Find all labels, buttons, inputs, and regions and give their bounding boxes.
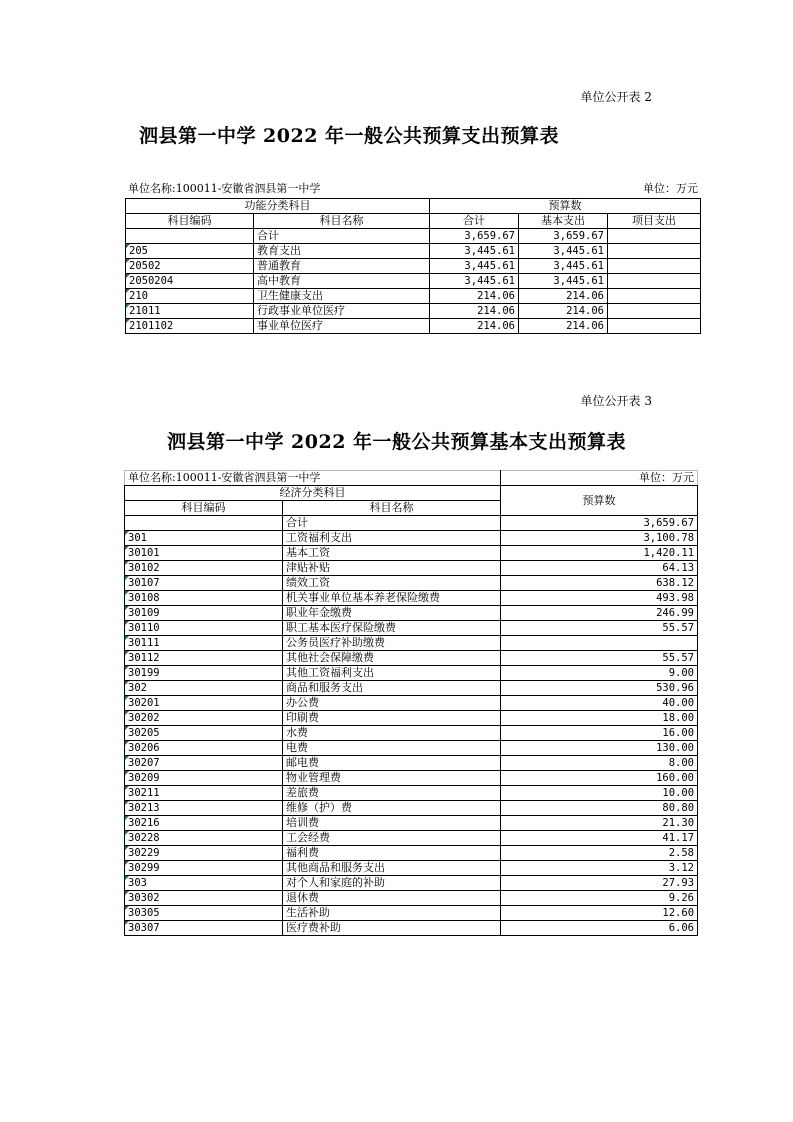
row-code: 30107: [125, 576, 283, 591]
row-name: 电费: [283, 741, 501, 756]
table2-col-code: 科目编码: [126, 214, 254, 229]
table2-col-basic: 基本支出: [519, 214, 608, 229]
row-code: 30229: [125, 846, 283, 861]
row-code: 30102: [125, 561, 283, 576]
row-name: 邮电费: [283, 756, 501, 771]
row-basic: 3,445.61: [519, 244, 608, 259]
table-row: [125, 696, 698, 711]
row-amount: 9.00: [501, 666, 698, 681]
row-code: 30110: [125, 621, 283, 636]
row-name: 高中教育: [254, 274, 430, 289]
table-row: [125, 711, 698, 726]
row-code: 30205: [125, 726, 283, 741]
table-row: [125, 861, 698, 876]
row-name: 教育支出: [254, 244, 430, 259]
row-amount: 2.58: [501, 846, 698, 861]
row-total: 3,445.61: [430, 274, 519, 289]
table2-title: 泗县第一中学 2022 年一般公共预算支出预算表: [138, 125, 560, 147]
row-amount: 41.17: [501, 831, 698, 846]
table-row: [125, 816, 698, 831]
table2: [125, 198, 701, 334]
row-code: 30302: [125, 891, 283, 906]
table-row: [126, 229, 701, 244]
row-amount: 18.00: [501, 711, 698, 726]
table-row: [126, 274, 701, 289]
row-project: [608, 259, 701, 274]
row-code: 30209: [125, 771, 283, 786]
table-row: [125, 726, 698, 741]
row-amount: 3.12: [501, 861, 698, 876]
row-basic: 214.06: [519, 319, 608, 334]
row-project: [608, 274, 701, 289]
row-name: 其他社会保障缴费: [283, 651, 501, 666]
row-name: 基本工资: [283, 546, 501, 561]
row-code: 30228: [125, 831, 283, 846]
row-name: 医疗费补助: [283, 921, 501, 936]
row-name: 工资福利支出: [283, 531, 501, 546]
row-code: 2101102: [126, 319, 254, 334]
table-row: [126, 289, 701, 304]
table3-col-code: 科目编码: [125, 501, 283, 516]
row-amount: 64.13: [501, 561, 698, 576]
row-code: 30206: [125, 741, 283, 756]
row-code: 302: [125, 681, 283, 696]
table-row: [125, 681, 698, 696]
table-row: [125, 516, 698, 531]
row-amount: 55.57: [501, 651, 698, 666]
row-basic: 3,445.61: [519, 259, 608, 274]
table-row: [125, 651, 698, 666]
table-row: [125, 846, 698, 861]
table-row: [126, 244, 701, 259]
table3-header-group1: 经济分类科目: [125, 486, 501, 501]
table3-title: 泗县第一中学 2022 年一般公共预算基本支出预算表: [166, 431, 627, 453]
row-code: 30101: [125, 546, 283, 561]
table3-tag: 单位公开表 3: [580, 394, 652, 408]
row-amount: 638.12: [501, 576, 698, 591]
row-total: 3,445.61: [430, 259, 519, 274]
row-amount: 493.98: [501, 591, 698, 606]
row-name: 其他工资福利支出: [283, 666, 501, 681]
row-total: 3,659.67: [430, 229, 519, 244]
row-code: 30299: [125, 861, 283, 876]
row-code: 205: [126, 244, 254, 259]
row-name: 生活补助: [283, 906, 501, 921]
table-row: [125, 906, 698, 921]
row-name: 福利费: [283, 846, 501, 861]
row-amount: 160.00: [501, 771, 698, 786]
row-code: 20502: [126, 259, 254, 274]
row-name: 办公费: [283, 696, 501, 711]
row-amount: 530.96: [501, 681, 698, 696]
row-total: 3,445.61: [430, 244, 519, 259]
row-code: 30109: [125, 606, 283, 621]
table-row: [125, 891, 698, 906]
row-amount: 6.06: [501, 921, 698, 936]
row-name: 职业年金缴费: [283, 606, 501, 621]
row-basic: 214.06: [519, 289, 608, 304]
row-name: 物业管理费: [283, 771, 501, 786]
row-amount: 12.60: [501, 906, 698, 921]
row-name: 商品和服务支出: [283, 681, 501, 696]
table-row: [125, 531, 698, 546]
row-total: 214.06: [430, 304, 519, 319]
table-row: [125, 771, 698, 786]
row-name: 维修（护）费: [283, 801, 501, 816]
row-name: 职工基本医疗保险缴费: [283, 621, 501, 636]
row-basic: 3,445.61: [519, 274, 608, 289]
row-code: [125, 516, 283, 531]
row-code: 30111: [125, 636, 283, 651]
row-name: 合计: [254, 229, 430, 244]
row-code: 30211: [125, 786, 283, 801]
table3-unit-name: 单位名称:100011-安徽省泗县第一中学: [125, 471, 501, 486]
row-amount: 1,420.11: [501, 546, 698, 561]
row-amount: 3,659.67: [501, 516, 698, 531]
row-amount: [501, 636, 698, 651]
table2-header-group1: 功能分类科目: [126, 199, 430, 214]
row-name: 卫生健康支出: [254, 289, 430, 304]
row-amount: 40.00: [501, 696, 698, 711]
table-row: [125, 561, 698, 576]
row-name: 水费: [283, 726, 501, 741]
row-project: [608, 289, 701, 304]
row-name: 合计: [283, 516, 501, 531]
table2-unit-name: 单位名称:100011-安徽省泗县第一中学: [128, 182, 321, 195]
row-amount: 27.93: [501, 876, 698, 891]
row-amount: 80.80: [501, 801, 698, 816]
row-code: 30108: [125, 591, 283, 606]
row-project: [608, 319, 701, 334]
table2-tag: 单位公开表 2: [580, 90, 652, 104]
row-name: 印刷费: [283, 711, 501, 726]
table-row: [125, 801, 698, 816]
table-row: [125, 546, 698, 561]
table-row: [125, 606, 698, 621]
row-amount: 55.57: [501, 621, 698, 636]
table-row: [125, 741, 698, 756]
row-code: 30202: [125, 711, 283, 726]
row-code: [126, 229, 254, 244]
table-row: [126, 304, 701, 319]
table-row: [125, 831, 698, 846]
table2-col-total: 合计: [430, 214, 519, 229]
row-name: 绩效工资: [283, 576, 501, 591]
table2-col-project: 项目支出: [608, 214, 701, 229]
row-code: 2050204: [126, 274, 254, 289]
table-row: [125, 591, 698, 606]
table3-unit: 单位：万元: [501, 471, 698, 486]
row-total: 214.06: [430, 289, 519, 304]
row-amount: 21.30: [501, 816, 698, 831]
row-code: 30199: [125, 666, 283, 681]
row-code: 301: [125, 531, 283, 546]
row-name: 机关事业单位基本养老保险缴费: [283, 591, 501, 606]
table3: [124, 470, 698, 936]
row-name: 工会经费: [283, 831, 501, 846]
row-code: 30112: [125, 651, 283, 666]
row-code: 30307: [125, 921, 283, 936]
table-row: [125, 921, 698, 936]
table2-unit: 单位：万元: [643, 182, 698, 195]
row-name: 培训费: [283, 816, 501, 831]
row-code: 30216: [125, 816, 283, 831]
table2-col-name: 科目名称: [254, 214, 430, 229]
row-code: 21011: [126, 304, 254, 319]
row-amount: 130.00: [501, 741, 698, 756]
row-amount: 10.00: [501, 786, 698, 801]
row-basic: 3,659.67: [519, 229, 608, 244]
row-project: [608, 229, 701, 244]
row-code: 30201: [125, 696, 283, 711]
row-name: 公务员医疗补助缴费: [283, 636, 501, 651]
row-project: [608, 304, 701, 319]
row-name: 普通教育: [254, 259, 430, 274]
row-total: 214.06: [430, 319, 519, 334]
table3-col-name: 科目名称: [283, 501, 501, 516]
row-basic: 214.06: [519, 304, 608, 319]
row-code: 30305: [125, 906, 283, 921]
row-name: 津贴补贴: [283, 561, 501, 576]
row-code: 210: [126, 289, 254, 304]
table2-header-group2: 预算数: [430, 199, 701, 214]
row-name: 退休费: [283, 891, 501, 906]
row-amount: 246.99: [501, 606, 698, 621]
table-row: [125, 576, 698, 591]
table-row: [126, 319, 701, 334]
row-amount: 3,100.78: [501, 531, 698, 546]
row-amount: 16.00: [501, 726, 698, 741]
row-code: 30213: [125, 801, 283, 816]
row-name: 事业单位医疗: [254, 319, 430, 334]
table-row: [126, 259, 701, 274]
row-name: 其他商品和服务支出: [283, 861, 501, 876]
row-name: 对个人和家庭的补助: [283, 876, 501, 891]
row-code: 30207: [125, 756, 283, 771]
table3-col-amount: 预算数: [501, 486, 698, 516]
table-row: [125, 636, 698, 651]
table-row: [125, 786, 698, 801]
table-row: [125, 756, 698, 771]
row-code: 303: [125, 876, 283, 891]
table-row: [125, 621, 698, 636]
table-row: [125, 876, 698, 891]
table-row: [125, 666, 698, 681]
row-amount: 9.26: [501, 891, 698, 906]
row-project: [608, 244, 701, 259]
row-name: 行政事业单位医疗: [254, 304, 430, 319]
row-amount: 8.00: [501, 756, 698, 771]
row-name: 差旅费: [283, 786, 501, 801]
